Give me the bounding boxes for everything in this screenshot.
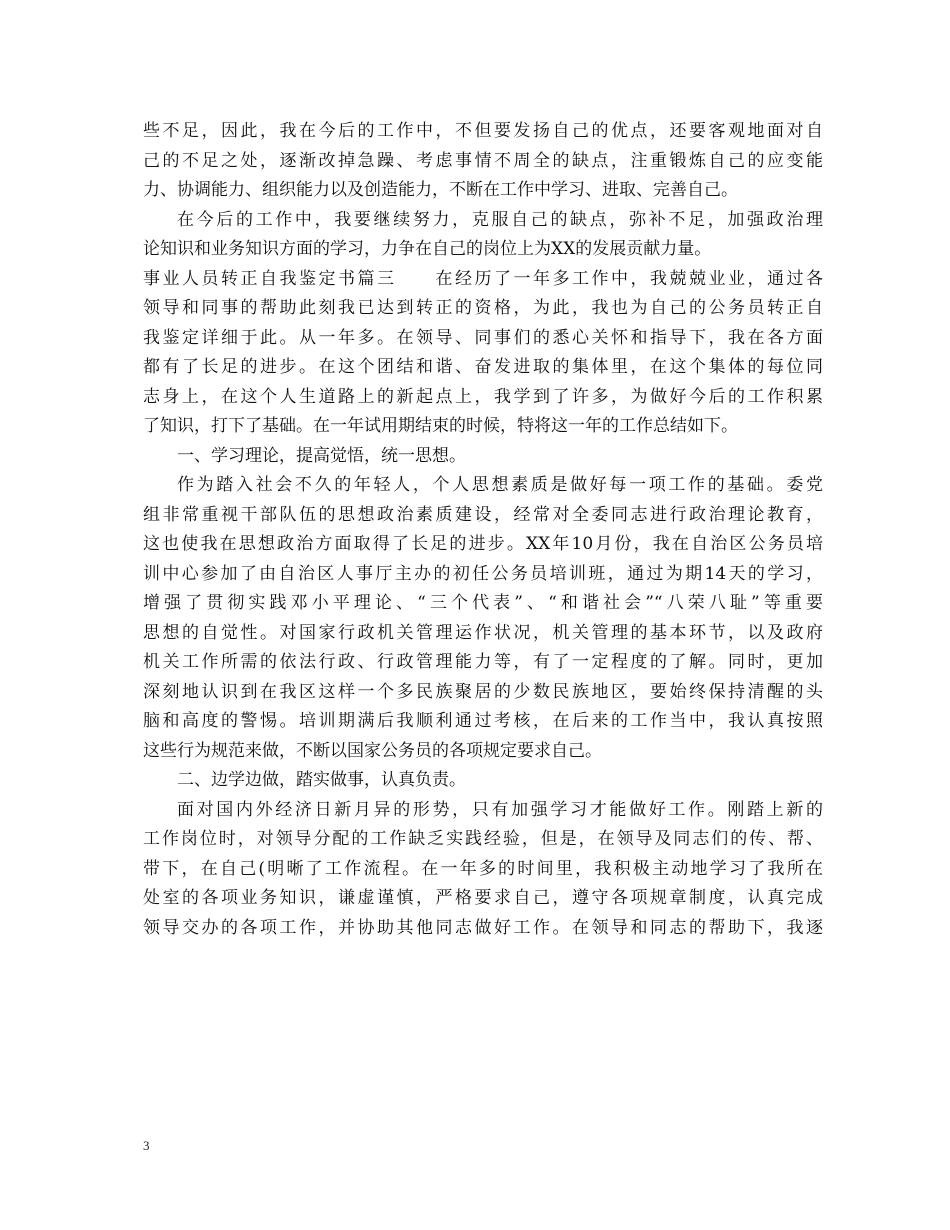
text-line: 组非常重视干部队伍的思想政治素质建设，经常对全委同志进行政治理论教育， <box>143 504 823 525</box>
page-number: 3 <box>143 1138 150 1153</box>
text-line: 脑和高度的警惕。培训期满后我顺利通过考核，在后来的工作当中，我认真按照 <box>143 711 823 731</box>
text-line: 事业人员转正自我鉴定书篇三 在经历了一年多工作中，我兢兢业业，通过各 <box>143 268 823 289</box>
text-line: 处室的各项业务知识，谦虚谨慎，严格要求自己，遵守各项规章制度，认真完成 <box>143 888 823 908</box>
body-text <box>143 117 823 943</box>
text-line: 力、协调能力、组织能力以及创造能力，不断在工作中学习、进取、完善自己。 <box>143 180 738 200</box>
text-line: 作为踏入社会不久的年轻人，个人思想素质是做好每一项工作的基础。委党 <box>177 475 823 495</box>
text-line: 些不足，因此，我在今后的工作中，不但要发扬自己的优点，还要客观地面对自 <box>143 121 823 141</box>
text-line: 增强了贯彻实践邓小平理论、“三个代表”、“和谐社会”“八荣八耻”等重要 <box>143 593 823 613</box>
text-line: 领导交办的各项工作，并协助其他同志做好工作。在领导和同志的帮助下，我逐 <box>143 917 823 938</box>
text-line: 二、边学边做，踏实做事，认真负责。 <box>177 770 466 790</box>
text-line: 都有了长足的进步。在这个团结和谐、奋发进取的集体里，在这个集体的每位同 <box>143 357 823 377</box>
text-line: 志身上，在这个人生道路上的新起点上，我学到了许多，为做好今后的工作积累 <box>143 386 823 407</box>
text-line: 一、学习理论，提高觉悟，统一思想。 <box>177 445 466 466</box>
text-line: 这也使我在思想政治方面取得了长足的进步。XX年10月份，我在自治区公务员培 <box>143 534 823 554</box>
text-line: 训中心参加了由自治区人事厅主办的初任公务员培训班，通过为期14天的学习， <box>143 563 823 584</box>
text-line: 领导和同事的帮助此刻我已达到转正的资格，为此，我也为自己的公务员转正自 <box>143 298 823 318</box>
text-line: 己的不足之处，逐渐改掉急躁、考虑事情不周全的缺点，注重锻炼自己的应变能 <box>143 150 823 171</box>
text-line: 这些行为规范来做，不断以国家公务员的各项规定要求自己。 <box>143 740 602 761</box>
text-line: 思想的自觉性。对国家行政机关管理运作状况，机关管理的基本环节，以及政府 <box>143 622 823 643</box>
text-line: 面对国内外经济日新月异的形势，只有加强学习才能做好工作。刚踏上新的 <box>177 799 823 820</box>
text-line: 在今后的工作中，我要继续努力，克服自己的缺点，弥补不足，加强政治理 <box>177 209 823 230</box>
text-line: 工作岗位时，对领导分配的工作缺乏实践经验，但是，在领导及同志们的传、帮、 <box>143 829 823 849</box>
text-line: 带下，在自己(明晰了工作流程。在一年多的时间里，我积极主动地学习了我所在 <box>143 858 823 879</box>
text-line: 机关工作所需的依法行政、行政管理能力等，有了一定程度的了解。同时，更加 <box>143 652 823 672</box>
text-line: 深刻地认识到在我区这样一个多民族聚居的少数民族地区，要始终保持清醒的头 <box>143 681 823 702</box>
text-line: 论知识和业务知识方面的学习，力争在自己的岗位上为XX的发展贡献力量。 <box>143 239 712 259</box>
text-line: 了知识，打下了基础。在一年试用期结束的时候，特将这一年的工作总结如下。 <box>143 416 738 436</box>
text-line: 我鉴定详细于此。从一年多。在领导、同事们的悉心关怀和指导下，我在各方面 <box>143 327 823 348</box>
